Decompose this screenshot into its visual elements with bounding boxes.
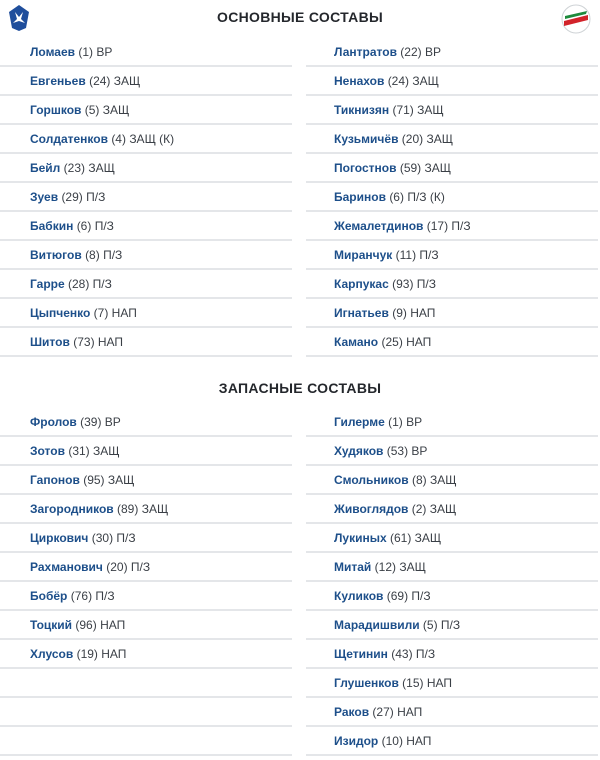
- player-number-position: (61) ЗАЩ: [390, 531, 442, 545]
- player-number-position: (5) ЗАЩ: [84, 103, 130, 117]
- player-name[interactable]: Худяков: [334, 444, 384, 458]
- player-name[interactable]: Ломаев: [30, 45, 76, 59]
- player-name[interactable]: Кузьмичёв: [334, 132, 399, 146]
- player-name[interactable]: Циркович: [30, 531, 89, 545]
- player-name[interactable]: Миранчук: [334, 248, 393, 262]
- player-row: [0, 38, 292, 67]
- player-row: [306, 270, 598, 299]
- empty-row: [0, 698, 292, 727]
- player-name[interactable]: Лукиных: [334, 531, 387, 545]
- player-name[interactable]: Тикнизян: [334, 103, 390, 117]
- player-name[interactable]: Гапонов: [30, 473, 80, 487]
- player-name[interactable]: Баринов: [334, 190, 386, 204]
- player-name[interactable]: Карпукас: [334, 277, 389, 291]
- player-name[interactable]: Живоглядов: [334, 502, 409, 516]
- player-name[interactable]: Зуев: [30, 190, 59, 204]
- player-number-position: (31) ЗАЩ: [68, 444, 120, 458]
- player-row: [0, 125, 292, 154]
- player-row: [0, 466, 292, 495]
- player-name[interactable]: Солдатенков: [30, 132, 108, 146]
- player-row: [306, 553, 598, 582]
- player-row: [306, 183, 598, 212]
- player-number-position: (69) П/З: [386, 589, 431, 603]
- player-number-position: (39) ВР: [80, 415, 121, 429]
- player-name[interactable]: Раков: [334, 705, 370, 719]
- empty-row: [0, 669, 292, 698]
- player-number-position: (89) ЗАЩ: [117, 502, 169, 516]
- player-row: [306, 437, 598, 466]
- starting-lineups-title: ОСНОВНЫЕ СОСТАВЫ: [217, 9, 383, 25]
- player-name[interactable]: Игнатьев: [334, 306, 389, 320]
- player-number-position: (25) НАП: [381, 335, 432, 349]
- player-row: [0, 299, 292, 328]
- starting-home-list: [0, 38, 292, 357]
- player-number-position: (9) НАП: [392, 306, 436, 320]
- player-row: [306, 727, 598, 756]
- player-name[interactable]: Митай: [334, 560, 372, 574]
- player-name[interactable]: Марадишвили: [334, 618, 420, 632]
- player-number-position: (27) НАП: [372, 705, 423, 719]
- player-number-position: (20) ЗАЩ: [401, 132, 453, 146]
- player-row: [306, 611, 598, 640]
- player-number-position: (93) П/З: [392, 277, 436, 291]
- player-name[interactable]: Жемалетдинов: [334, 219, 424, 233]
- player-number-position: (96) НАП: [75, 618, 126, 632]
- player-row: [306, 96, 598, 125]
- player-name[interactable]: Камано: [334, 335, 379, 349]
- player-number-position: (8) ЗАЩ: [411, 473, 457, 487]
- player-row: [0, 582, 292, 611]
- player-number-position: (53) ВР: [386, 444, 428, 458]
- player-name[interactable]: Бейл: [30, 161, 61, 175]
- player-row: [306, 125, 598, 154]
- subs-away-list: [306, 408, 598, 756]
- player-row: [306, 38, 598, 67]
- player-name[interactable]: Бабкин: [30, 219, 74, 233]
- player-number-position: (95) ЗАЩ: [83, 473, 135, 487]
- player-row: [306, 154, 598, 183]
- player-row: [306, 408, 598, 437]
- player-row: [0, 640, 292, 669]
- player-row: [0, 328, 292, 357]
- player-name[interactable]: Горшков: [30, 103, 82, 117]
- player-name[interactable]: Хлусов: [30, 647, 74, 661]
- player-name[interactable]: Гилерме: [334, 415, 385, 429]
- player-row: [306, 582, 598, 611]
- player-name[interactable]: Гарре: [30, 277, 65, 291]
- player-number-position: (15) НАП: [402, 676, 453, 690]
- player-number-position: (43) П/З: [391, 647, 436, 661]
- player-number-position: (17) П/З: [426, 219, 471, 233]
- player-row: [0, 524, 292, 553]
- player-name[interactable]: Лантратов: [334, 45, 397, 59]
- subs-home-list: [0, 408, 292, 756]
- player-row: [0, 241, 292, 270]
- player-number-position: (73) НАП: [73, 335, 124, 349]
- player-row: [306, 241, 598, 270]
- player-name[interactable]: Изидор: [334, 734, 379, 748]
- player-number-position: (7) НАП: [93, 306, 137, 320]
- player-row: [0, 270, 292, 299]
- starting-away-list: [306, 38, 598, 357]
- player-number-position: (29) П/З: [61, 190, 106, 204]
- player-number-position: (5) П/З: [422, 618, 461, 632]
- player-name[interactable]: Зотов: [30, 444, 65, 458]
- player-number-position: (2) ЗАЩ: [411, 502, 457, 516]
- player-row: [306, 299, 598, 328]
- player-name[interactable]: Фролов: [30, 415, 77, 429]
- player-row: [306, 495, 598, 524]
- player-row: [306, 669, 598, 698]
- player-name[interactable]: Погостнов: [334, 161, 397, 175]
- player-number-position: (30) П/З: [91, 531, 136, 545]
- player-number-position: (4) ЗАЩ (К): [111, 132, 175, 146]
- player-number-position: (20) П/З: [106, 560, 151, 574]
- player-name[interactable]: Ненахов: [334, 74, 385, 88]
- player-name[interactable]: Шитов: [30, 335, 70, 349]
- player-name[interactable]: Бобёр: [30, 589, 68, 603]
- player-number-position: (24) ЗАЩ: [89, 74, 141, 88]
- player-name[interactable]: Рахманович: [30, 560, 103, 574]
- player-name[interactable]: Тоцкий: [30, 618, 73, 632]
- player-number-position: (1) ВР: [78, 45, 113, 59]
- player-row: [0, 183, 292, 212]
- player-row: [306, 328, 598, 357]
- player-name[interactable]: Глушенков: [334, 676, 399, 690]
- player-name[interactable]: Загородников: [30, 502, 114, 516]
- player-number-position: (1) ВР: [388, 415, 423, 429]
- substitutes-title: ЗАПАСНЫЕ СОСТАВЫ: [218, 380, 382, 396]
- empty-row: [0, 727, 292, 756]
- player-name[interactable]: Смольников: [334, 473, 409, 487]
- player-number-position: (28) П/З: [68, 277, 112, 291]
- player-row: [306, 466, 598, 495]
- player-number-position: (8) П/З: [85, 248, 123, 262]
- player-row: [306, 67, 598, 96]
- player-name[interactable]: Щетинин: [334, 647, 388, 661]
- player-number-position: (6) П/З (К): [389, 190, 445, 204]
- player-number-position: (12) ЗАЩ: [374, 560, 426, 574]
- player-number-position: (59) ЗАЩ: [399, 161, 452, 175]
- player-row: [0, 212, 292, 241]
- player-number-position: (24) ЗАЩ: [387, 74, 439, 88]
- player-row: [306, 524, 598, 553]
- player-name[interactable]: Цыпченко: [30, 306, 91, 320]
- player-row: [0, 611, 292, 640]
- player-number-position: (22) ВР: [400, 45, 441, 59]
- player-name[interactable]: Куликов: [334, 589, 384, 603]
- player-number-position: (23) ЗАЩ: [63, 161, 115, 175]
- player-number-position: (19) НАП: [76, 647, 127, 661]
- player-number-position: (71) ЗАЩ: [392, 103, 444, 117]
- player-row: [0, 495, 292, 524]
- player-row: [0, 437, 292, 466]
- player-row: [0, 96, 292, 125]
- player-name[interactable]: Евгеньев: [30, 74, 86, 88]
- player-row: [0, 67, 292, 96]
- player-number-position: (10) НАП: [381, 734, 432, 748]
- player-name[interactable]: Витюгов: [30, 248, 82, 262]
- player-number-position: (76) П/З: [70, 589, 115, 603]
- player-row: [0, 408, 292, 437]
- player-number-position: (6) П/З: [76, 219, 114, 233]
- player-number-position: (11) П/З: [395, 248, 439, 262]
- player-row: [306, 698, 598, 727]
- player-row: [0, 553, 292, 582]
- player-row: [306, 640, 598, 669]
- player-row: [0, 154, 292, 183]
- player-row: [306, 212, 598, 241]
